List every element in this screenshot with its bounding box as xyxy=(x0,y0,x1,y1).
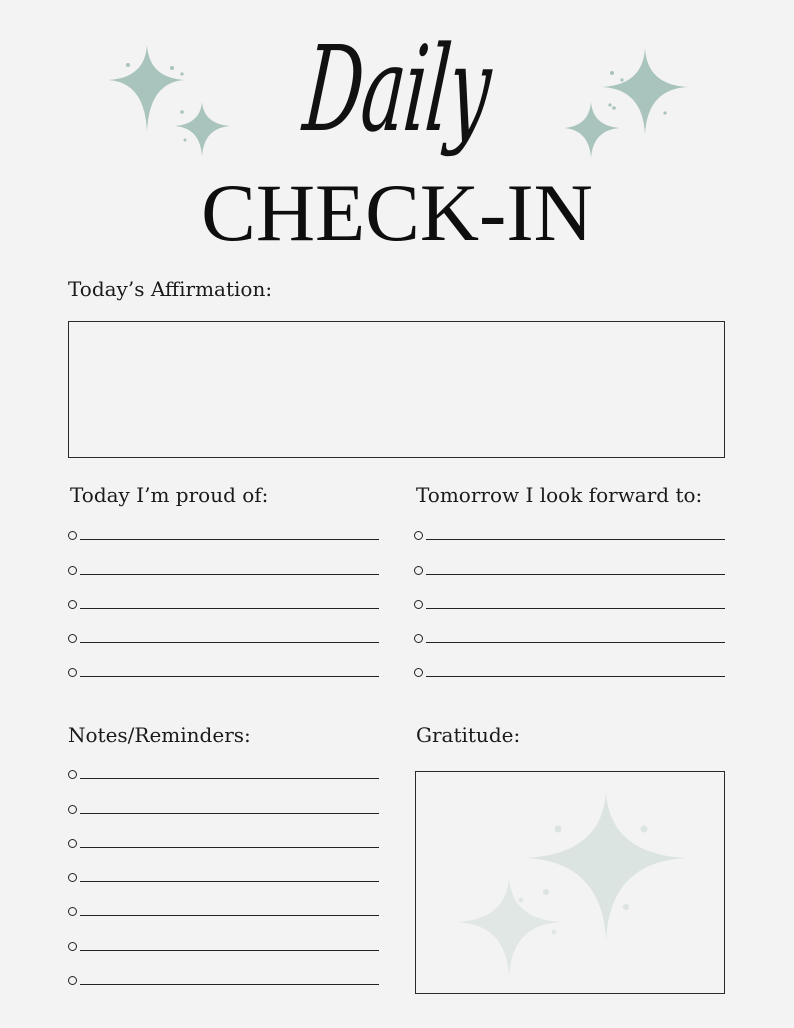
circle-bullet-icon[interactable] xyxy=(68,668,77,677)
circle-bullet-icon[interactable] xyxy=(68,770,77,779)
circle-bullet-icon[interactable] xyxy=(414,566,423,575)
write-line[interactable] xyxy=(80,642,379,643)
proud-list xyxy=(68,506,379,677)
notes-label: Notes/Reminders: xyxy=(68,723,251,747)
write-line[interactable] xyxy=(80,984,379,985)
list-item[interactable] xyxy=(68,745,379,779)
circle-bullet-icon[interactable] xyxy=(68,839,77,848)
circle-bullet-icon[interactable] xyxy=(68,600,77,609)
list-item[interactable] xyxy=(68,643,379,677)
write-line[interactable] xyxy=(426,539,725,540)
circle-bullet-icon[interactable] xyxy=(68,873,77,882)
list-item[interactable] xyxy=(414,643,725,677)
circle-bullet-icon[interactable] xyxy=(68,805,77,814)
list-item[interactable] xyxy=(68,951,379,985)
affirmation-box[interactable] xyxy=(68,321,725,458)
affirmation-label: Today’s Affirmation: xyxy=(68,277,273,301)
list-item[interactable] xyxy=(68,609,379,643)
proud-label: Today I’m proud of: xyxy=(70,483,269,507)
write-line[interactable] xyxy=(80,574,379,575)
list-item[interactable] xyxy=(68,575,379,609)
list-item[interactable] xyxy=(68,540,379,574)
circle-bullet-icon[interactable] xyxy=(68,976,77,985)
gratitude-box[interactable] xyxy=(415,771,725,994)
circle-bullet-icon[interactable] xyxy=(414,531,423,540)
list-item[interactable] xyxy=(414,609,725,643)
gratitude-label: Gratitude: xyxy=(416,723,521,747)
list-item[interactable] xyxy=(68,506,379,540)
circle-bullet-icon[interactable] xyxy=(68,566,77,575)
list-item[interactable] xyxy=(414,506,725,540)
notes-list xyxy=(68,745,379,985)
list-item[interactable] xyxy=(68,916,379,950)
list-item[interactable] xyxy=(414,575,725,609)
list-item[interactable] xyxy=(68,848,379,882)
script-title: Daily xyxy=(298,20,496,158)
circle-bullet-icon[interactable] xyxy=(68,531,77,540)
write-line[interactable] xyxy=(426,574,725,575)
circle-bullet-icon[interactable] xyxy=(68,942,77,951)
write-line[interactable] xyxy=(80,915,379,916)
write-line[interactable] xyxy=(426,676,725,677)
write-line[interactable] xyxy=(426,642,725,643)
list-item[interactable] xyxy=(414,540,725,574)
write-line[interactable] xyxy=(80,778,379,779)
sparkle-icon xyxy=(456,872,566,982)
page-title: CHECK-IN xyxy=(201,167,593,258)
list-item[interactable] xyxy=(68,779,379,813)
write-line[interactable] xyxy=(80,539,379,540)
circle-bullet-icon[interactable] xyxy=(68,634,77,643)
circle-bullet-icon[interactable] xyxy=(68,907,77,916)
write-line[interactable] xyxy=(80,608,379,609)
write-line[interactable] xyxy=(80,881,379,882)
write-line[interactable] xyxy=(426,608,725,609)
circle-bullet-icon[interactable] xyxy=(414,634,423,643)
write-line[interactable] xyxy=(80,847,379,848)
write-line[interactable] xyxy=(80,676,379,677)
forward-list xyxy=(414,506,725,677)
circle-bullet-icon[interactable] xyxy=(414,668,423,677)
write-line[interactable] xyxy=(80,813,379,814)
write-line[interactable] xyxy=(80,950,379,951)
list-item[interactable] xyxy=(68,882,379,916)
list-item[interactable] xyxy=(68,814,379,848)
circle-bullet-icon[interactable] xyxy=(414,600,423,609)
forward-label: Tomorrow I look forward to: xyxy=(416,483,703,507)
